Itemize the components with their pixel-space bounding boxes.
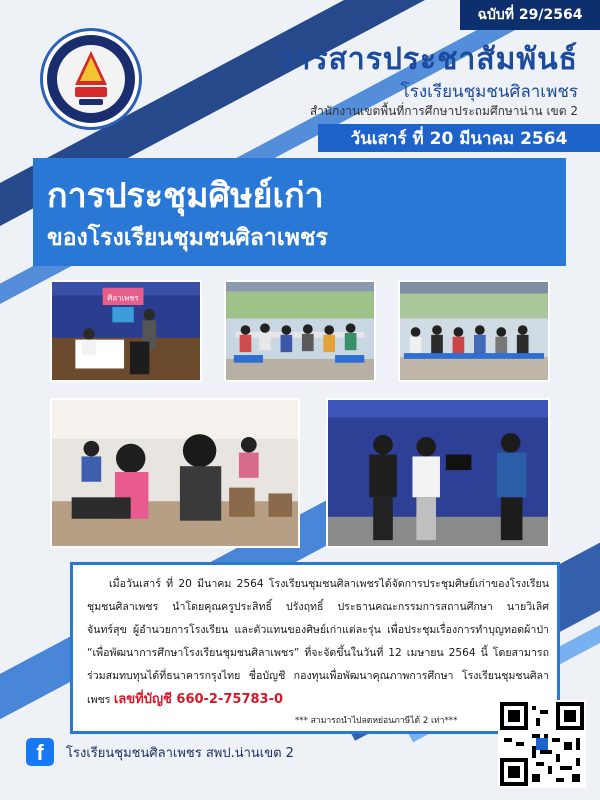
photo-banner-text: ศิลาเพชร (107, 293, 139, 303)
education-office: สำนักงานเขตพื้นที่การศึกษาประถมศึกษาน่าน เขต 2 (309, 104, 578, 118)
headline-subtitle: ของโรงเรียนชุมชนศิลาเพชร (47, 225, 328, 251)
bank-account-number: เลขที่บัญชี 660-2-75783-0 (113, 692, 284, 707)
facebook-link[interactable] (26, 738, 294, 766)
school-emblem-icon (45, 33, 137, 125)
event-photo-4 (50, 398, 300, 548)
school-logo (40, 28, 142, 130)
event-photo-1 (50, 280, 202, 382)
issue-number: ฉบับที่ 29/2564 (460, 0, 600, 30)
event-photo-3 (398, 280, 550, 382)
headline-banner (33, 158, 566, 266)
article-text: เมื่อวันเสาร์ ที่ 20 มีนาคม 2564 โรงเรียนชุมชนศิลาเพชรได้จัดการประชุมศิษย์เก่าของโรงเรียนชุมชนศิลาเพชร นำโดยคุณครูประสิทธิ์ ปรังฤทธิ์ ประธานคณะกรรมการสถานศึกษา นายวิเลิศ จันทร์สุข ผู้อำนวยการโรงเรียน และตัวแทนของศิษย์เก่าแต่ละรุ่น เพื่อประชุมเรื่องการทำบุญทอดผ้าป่า “เพื่อพัฒนาการศึกษาโรงเรียนชุมชนศิลาเพชร” ที่จะจัดขึ้นในวันที่ 12 เมษายน 2564 นี้ โดยสามารถร่วมสมทบทุนได้ที่ธนาคารกรุงไทย ชื่อบัญชี กองทุนเพื่อพัฒนาคุณภาพการศึกษา โรงเรียนชุมชนศิลาเพชร (87, 578, 549, 706)
event-photo-5 (326, 398, 550, 548)
issue-date: วันเสาร์ ที่ 20 มีนาคม 2564 (318, 124, 600, 152)
article-paragraph (87, 573, 549, 712)
headline-title: การประชุมศิษย์เก่า (47, 176, 324, 216)
facebook-icon: f (26, 738, 54, 766)
qr-code[interactable] (498, 700, 586, 788)
event-photo-2 (224, 280, 376, 382)
journal-title: วารสารประชาสัมพันธ์ (275, 42, 578, 77)
article-body-box (70, 562, 560, 734)
facebook-page-name: โรงเรียนชุมชนศิลาเพชร สพป.น่านเขต 2 (66, 745, 294, 761)
tax-deduction-note: *** สามารถนำไปลดหย่อนภาษีได้ 2 เท่า*** (295, 716, 458, 726)
school-name: โรงเรียนชุมชนศิลาเพชร (400, 82, 578, 102)
